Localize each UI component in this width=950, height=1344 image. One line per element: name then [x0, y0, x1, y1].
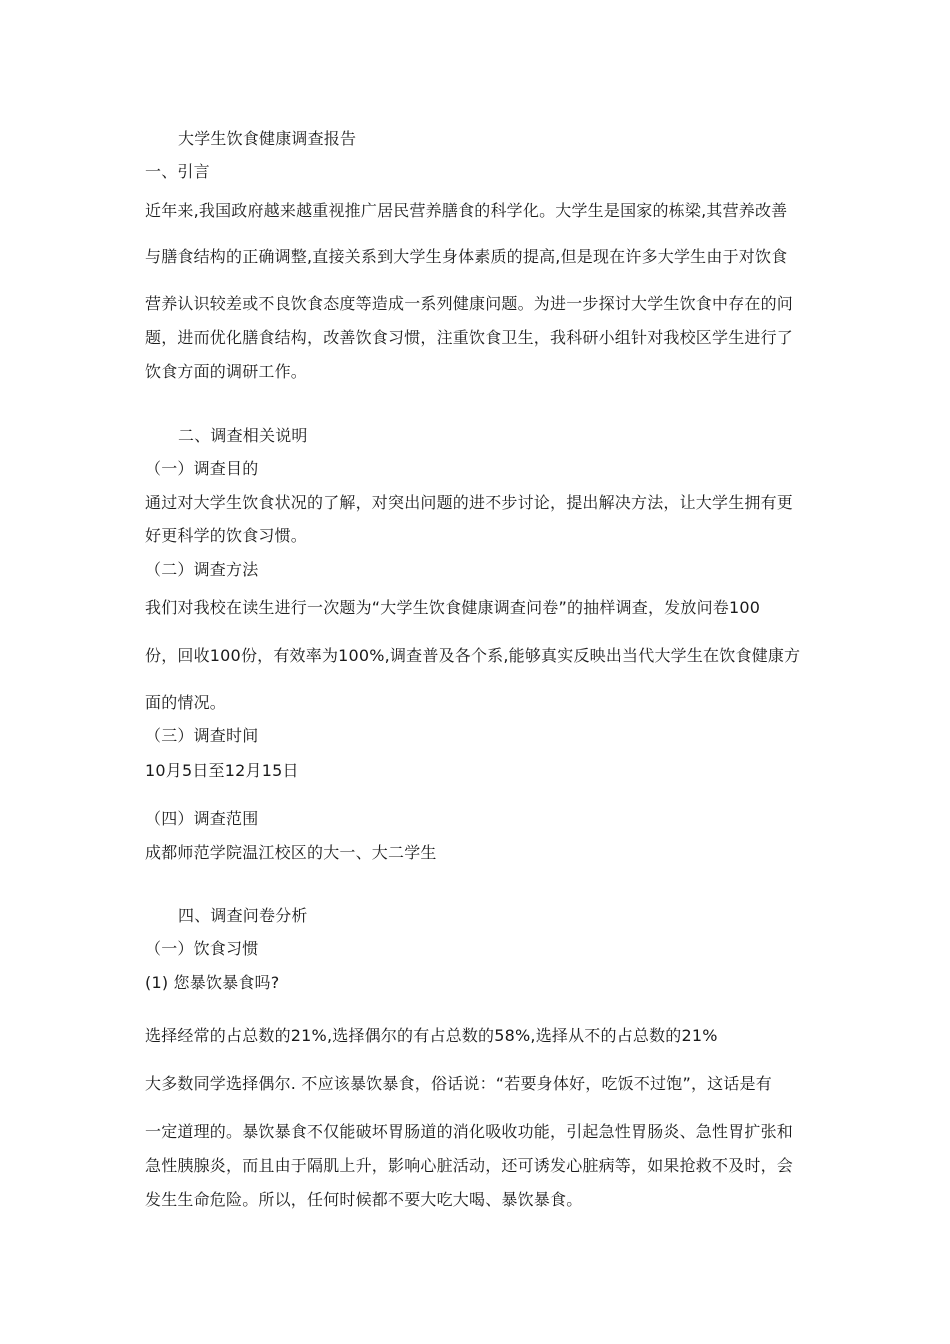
- purpose-paragraph-line: 好更科学的饮食习惯。: [145, 526, 308, 545]
- subsection-heading-eating-habits: （一）饮食习惯: [145, 939, 259, 958]
- analysis-paragraph-line: 大多数同学选择偶尔. 不应该暴饮暴食，俗话说：“若要身体好，吃饭不过饱”，这话是有: [145, 1074, 772, 1093]
- intro-paragraph-line: 近年来,我国政府越来越重视推广居民营养膳食的科学化。大学生是国家的栋梁,其营养改善: [145, 201, 788, 220]
- survey-scope-text: 成都师范学院温江校区的大一、大二学生: [145, 843, 437, 862]
- report-title: 大学生饮食健康调查报告: [178, 129, 357, 148]
- method-paragraph-line: 我们对我校在读生进行一次题为“大学生饮食健康调查问卷”的抽样调查，发放问卷100: [145, 598, 761, 617]
- subsection-heading-scope: （四）调查范围: [145, 809, 259, 828]
- intro-paragraph-line: 营养认识较差或不良饮食态度等造成一系列健康问题。为进一步探讨大学生饮食中存在的问: [145, 294, 794, 313]
- question-overeating: (1) 您暴饮暴食吗?: [145, 973, 280, 992]
- subsection-heading-method: （二）调查方法: [145, 560, 259, 579]
- section-heading-introduction: 一、引言: [145, 162, 210, 181]
- section-heading-questionnaire-analysis: 四、调查问卷分析: [178, 906, 308, 925]
- analysis-paragraph-line: 急性胰腺炎，而且由于隔肌上升，影响心脏活动，还可诱发心脏病等，如果抢救不及时，会: [145, 1156, 794, 1175]
- purpose-paragraph-line: 通过对大学生饮食状况的了解，对突出问题的进不步讨论，提出解决方法，让大学生拥有更: [145, 493, 794, 512]
- intro-paragraph-line: 与膳食结构的正确调整,直接关系到大学生身体素质的提高,但是现在许多大学生由于对饮食: [145, 247, 788, 266]
- method-paragraph-line: 份，回收100份，有效率为100%,调查普及各个系,能够真实反映出当代大学生在饮食健康方: [145, 646, 801, 665]
- subsection-heading-time: （三）调查时间: [145, 726, 259, 745]
- method-paragraph-line: 面的情况。: [145, 693, 227, 712]
- survey-time-range: 10月5日至12月15日: [145, 761, 299, 780]
- section-heading-survey-description: 二、调查相关说明: [178, 426, 308, 445]
- subsection-heading-purpose: （一）调查目的: [145, 459, 259, 478]
- intro-paragraph-line: 饮食方面的调研工作。: [145, 362, 308, 381]
- intro-paragraph-line: 题，进而优化膳食结构，改善饮食习惯，注重饮食卫生，我科研小组针对我校区学生进行了: [145, 328, 794, 347]
- analysis-paragraph-line: 一定道理的。暴饮暴食不仅能破坏胃肠道的消化吸收功能，引起急性胃肠炎、急性胃扩张和: [145, 1122, 794, 1141]
- question-result-line: 选择经常的占总数的21%,选择偶尔的有占总数的58%,选择从不的占总数的21%: [145, 1026, 718, 1045]
- analysis-paragraph-line: 发生生命危险。所以，任何时候都不要大吃大喝、暴饮暴食。: [145, 1190, 583, 1209]
